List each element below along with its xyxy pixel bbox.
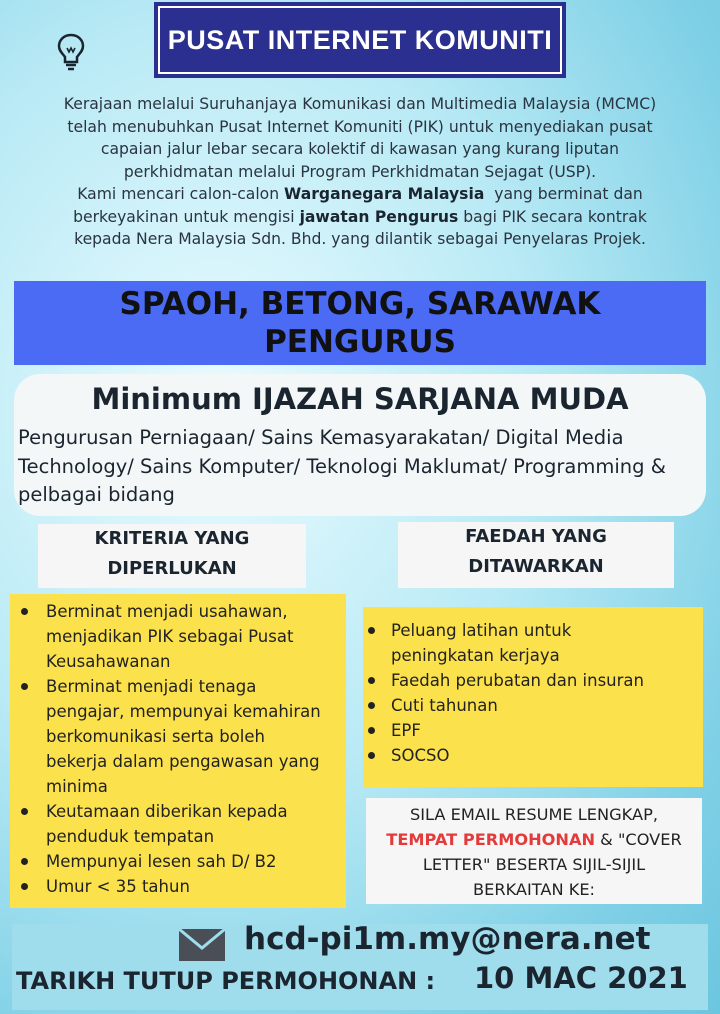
list-item: Faedah perubatan dan insuran [363,668,699,693]
intro-line: Kami mencari calon-calon Warganegara Malaysia yang berminat dan [77,185,643,203]
list-item: Peluang latihan untuk peningkatan kerjaya [363,618,699,668]
deadline-label: TARIKH TUTUP PERMOHONAN : [16,967,436,995]
list-item: Berminat menjadi usahawan, menjadikan PIK sebagai Pusat Keusahawanan [10,599,340,674]
bullet-icon [368,727,375,734]
list-item: Keutamaan diberikan kepada penduduk tempatan [10,799,340,849]
intro-line: kepada Nera Malaysia Sdn. Bhd. yang dilantik sebagai Penyelaras Projek. [74,230,646,248]
envelope-icon [178,928,226,962]
qualification-card [14,374,706,516]
page-title: PUSAT INTERNET KOMUNITI [158,6,562,74]
contact-email-link[interactable]: hcd-pi1m.my@nera.net [244,921,651,957]
bullet-icon [21,683,28,690]
criteria-box [10,594,346,908]
qualification-fields: Pengurusan Perniagaan/ Sains Kemasyarakatan/ Digital Media Technology/ Sains Komputer/ Teknologi Maklumat/ Programming & pelbagai bidang [18,426,666,506]
bullet-icon [21,883,28,890]
list-item: Cuti tahunan [363,693,699,718]
title-banner [154,2,566,78]
position-emphasis: jawatan Pengurus [299,207,459,226]
criteria-heading: KRITERIA YANG DIPERLUKAN [38,524,306,588]
location-banner [14,281,706,365]
benefits-heading: FAEDAH YANG DITAWARKAN [398,522,674,588]
deadline-date: 10 MAC 2021 [474,961,688,995]
intro-line: Kerajaan melalui Suruhanjaya Komunikasi dan Multimedia Malaysia (MCMC) [63,95,657,113]
benefits-list [363,618,699,768]
bullet-icon [368,677,375,684]
lightbulb-icon [56,32,86,72]
list-item: Mempunyai lesen sah D/ B2 [10,849,340,874]
bullet-icon [21,858,28,865]
citizenship-emphasis: Warganegara Malaysia [284,185,485,203]
intro-line: capaian jalur lebar secara kolektif di kawasan yang kurang liputan [100,140,620,158]
application-instructions: SILA EMAIL RESUME LENGKAP, TEMPAT PERMOHONAN & "COVER LETTER" BESERTA SIJIL-SIJIL BERKAITAN KE: [366,798,702,904]
intro-line: berkeyakinan untuk mengisi jawatan Pengurus bagi PIK secara kontrak [73,207,647,226]
bullet-icon [21,808,28,815]
list-item: SOCSO [363,743,699,768]
location-text: SPAOH, BETONG, SARAWAK [119,286,601,322]
bullet-icon [21,608,28,615]
intro-line: telah menubuhkan Pusat Internet Komuniti (PIK) untuk menyediakan pusat [67,117,653,136]
bullet-icon [368,752,375,759]
list-item: Umur < 35 tahun [10,874,340,899]
intro-line: perkhidmatan melalui Program Perkhidmatan Sejagat (USP). [123,162,597,181]
benefits-box [363,607,703,787]
highlight-text: TEMPAT PERMOHONAN [386,830,596,849]
criteria-list [10,599,340,899]
bullet-icon [368,627,375,634]
position-text: PENGURUS [264,324,456,360]
intro-paragraph [20,93,700,251]
bullet-icon [368,702,375,709]
list-item: Berminat menjadi tenaga pengajar, mempunyai kemahiran berkomunikasi serta boleh bekerja dalam pengawasan yang minima [10,674,340,799]
qualification-heading: Minimum IJAZAH SARJANA MUDA [91,382,629,416]
list-item: EPF [363,718,699,743]
